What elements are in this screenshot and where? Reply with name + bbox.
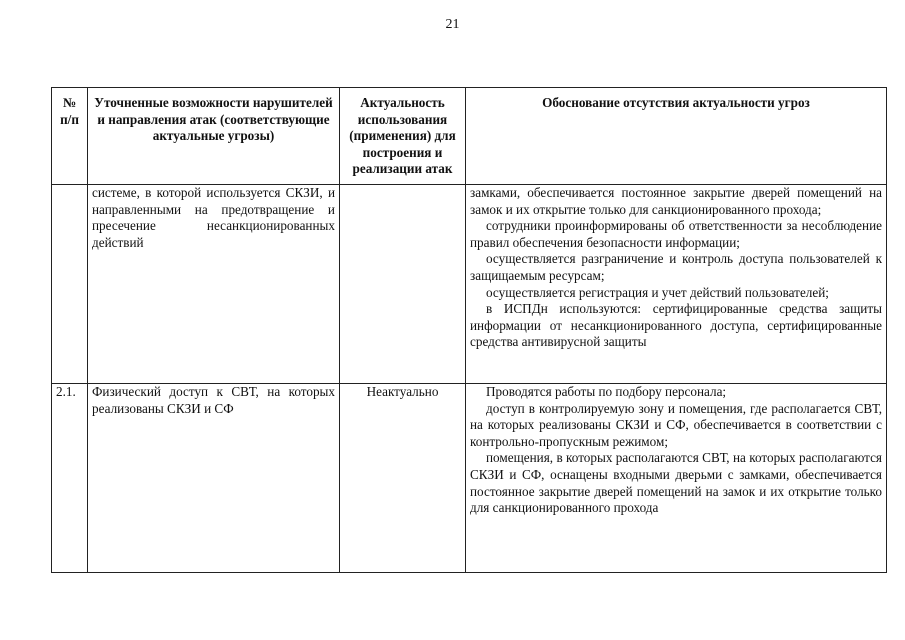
relevance-cell [340, 185, 466, 384]
justification-paragraph: в ИСПДн используются: сертифицированные средства защиты информации от несанкционированного доступа, сертифицированные средства антивирусной защиты [470, 301, 882, 350]
header-num: № п/п [52, 88, 88, 185]
justification-paragraph: осуществляется регистрация и учет действий пользователей; [486, 284, 829, 300]
justification-paragraph: замками, обеспечивается постоянное закрытие дверей помещений на замок и их открытие только для санкционированного прохода; [470, 185, 882, 217]
threat-table [51, 87, 887, 573]
capabilities-cell: Физический доступ к СВТ, на которых реализованы СКЗИ и СФ [88, 384, 340, 573]
table-row [52, 185, 887, 384]
justification-paragraph: помещения, в которых располагаются СВТ, на которых располагаются СКЗИ и СФ, оснащены входными дверьми с замками, обеспечивается постоянное закрытие дверей помещений на замок и их открытие только для санкционированного прохода [470, 450, 882, 516]
justification-cell [466, 384, 887, 573]
justification-paragraph: осуществляется разграничение и контроль доступа пользователей к защищаемым ресурсам; [470, 251, 882, 283]
justification-paragraph: Проводятся работы по подбору персонала; [486, 384, 727, 399]
page-number: 21 [445, 17, 460, 32]
row-number: 2.1. [52, 384, 88, 573]
capabilities-cell: системе, в которой используется СКЗИ, и направленными на предотвращение и пресечение несанкционированных действий [88, 185, 340, 384]
relevance-cell: Неактуально [340, 384, 466, 573]
justification-paragraph: доступ в контролируемую зону и помещения, где располагается СВТ, на которых реализованы СКЗИ и СФ, обеспечивается в соответствии с контрольно-пропускным режимом; [470, 400, 882, 449]
table-header-row [52, 88, 887, 185]
justification-paragraph: сотрудники проинформированы об ответственности за несоблюдение правил обеспечения безопасности информации; [470, 218, 882, 250]
justification-cell [466, 185, 887, 384]
header-relevance: Актуальность использования (применения) для построения и реализации атак [340, 88, 466, 185]
row-number [52, 185, 88, 384]
header-capabilities: Уточненные возможности нарушителей и направления атак (соответствующие актуальные угрозы) [88, 88, 340, 185]
table-row [52, 384, 887, 573]
header-justification: Обоснование отсутствия актуальности угроз [466, 88, 887, 185]
